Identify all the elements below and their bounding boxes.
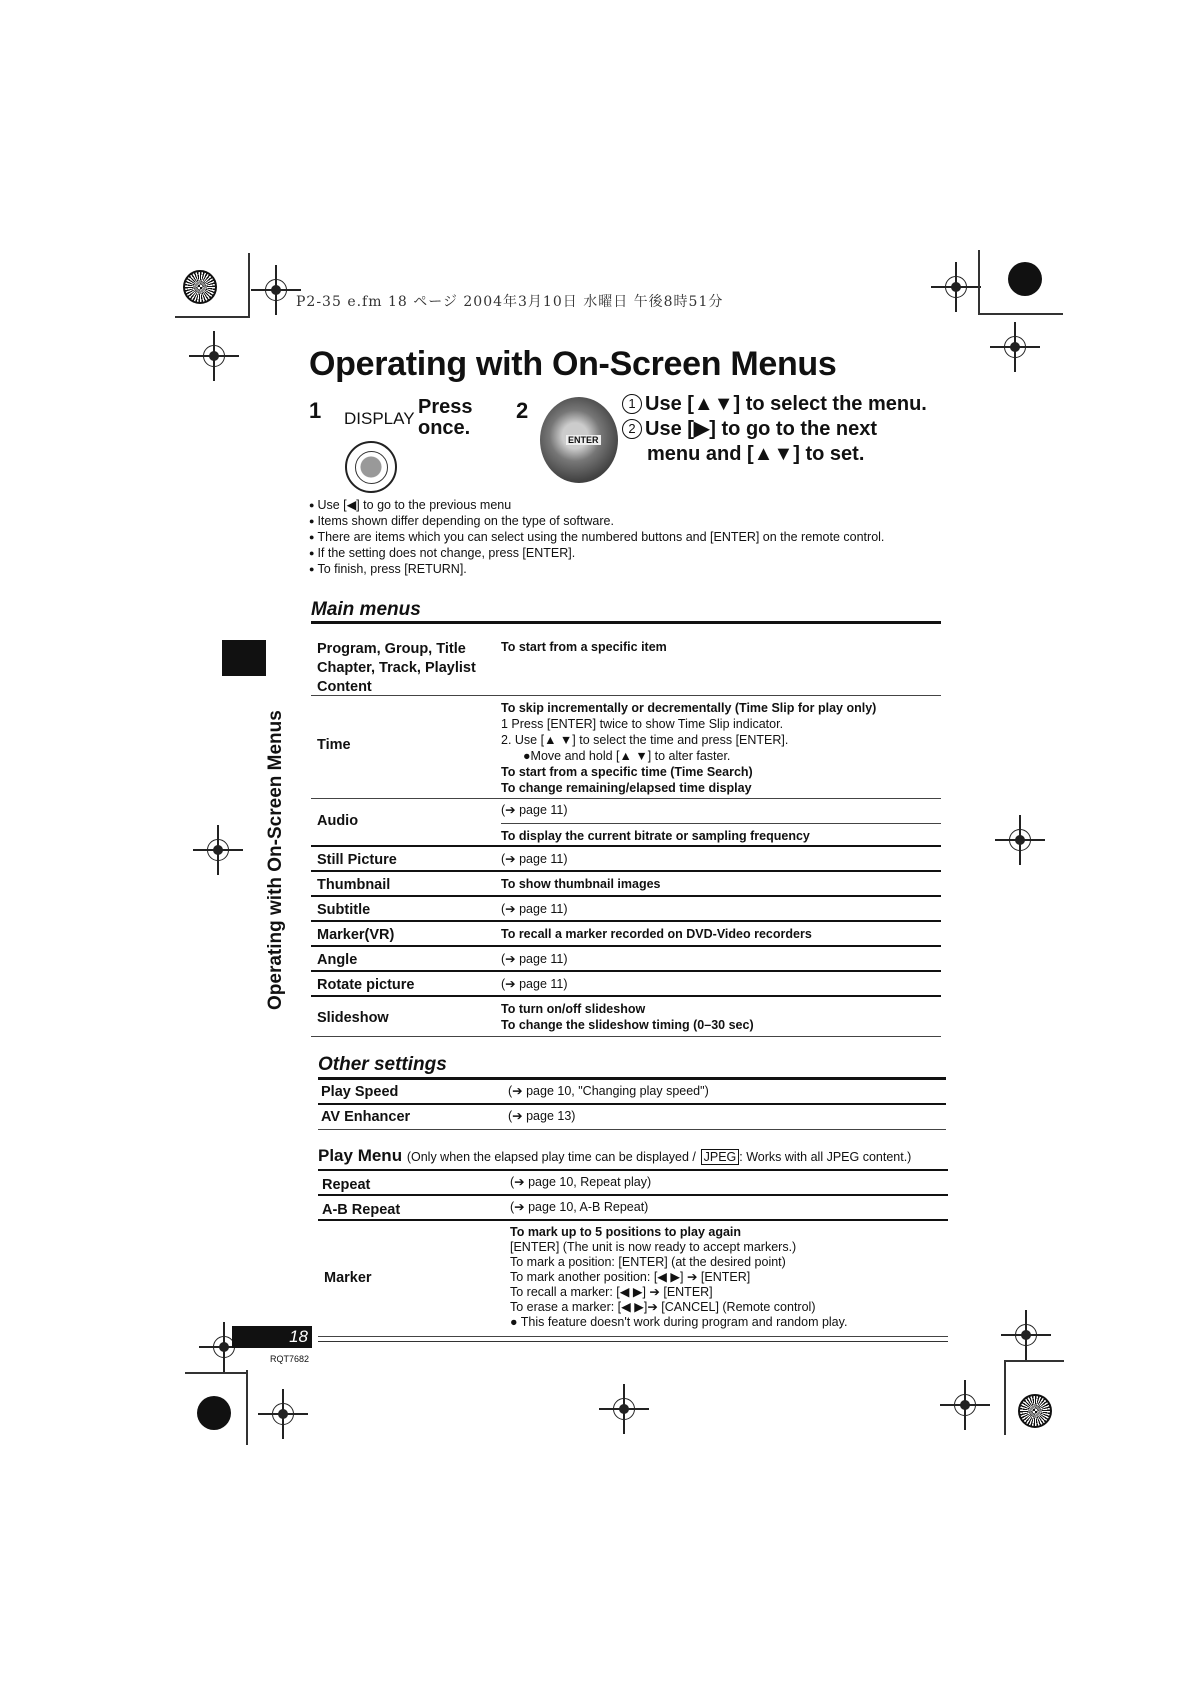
document-code: RQT7682 — [270, 1354, 310, 1364]
description-line: To mark up to 5 positions to play again — [510, 1225, 742, 1239]
table-row — [311, 799, 941, 847]
description-line: To erase a marker: [◀ ▶]➔ [CANCEL] (Remote control) — [510, 1300, 816, 1314]
table-row — [318, 1171, 948, 1196]
menu-description: (➔ page 10, Repeat play) — [510, 1175, 652, 1189]
note-item: ● Items shown differ depending on the type of software. — [309, 513, 884, 529]
crop-line — [978, 313, 1063, 315]
page-title: Operating with On-Screen Menus — [309, 345, 837, 383]
play-menu-note: (Only when the elapsed play time can be displayed / — [406, 1150, 696, 1164]
description-line: 2. Use [▲ ▼] to select the time and press [ENTER]. — [501, 733, 789, 747]
crosshair-icon — [995, 815, 1045, 865]
display-button-icon — [345, 441, 397, 493]
description-line: (➔ page 11) — [501, 802, 941, 824]
menu-description: (➔ page 10, A-B Repeat) — [510, 1200, 649, 1214]
menu-description: (➔ page 11) — [501, 902, 568, 916]
crop-line — [175, 316, 250, 318]
table-row — [318, 1196, 948, 1221]
description-line: To recall a marker: [◀ ▶] ➔ [ENTER] — [510, 1285, 713, 1299]
table-row — [311, 922, 941, 947]
registration-burst-icon — [183, 270, 217, 304]
description-line: To mark a position: [ENTER] (at the desired point) — [510, 1255, 786, 1269]
step-1-text-press: Press — [418, 396, 473, 418]
crop-line — [246, 1370, 248, 1445]
description-line: To mark another position: [◀ ▶] ➔ [ENTER] — [510, 1270, 751, 1284]
notes-list — [309, 497, 884, 577]
note-item: ● To finish, press [RETURN]. — [309, 561, 884, 577]
menu-label: AV Enhancer — [321, 1109, 411, 1125]
circled-number-icon: 1 — [622, 394, 642, 414]
menu-description: (➔ page 11) — [501, 952, 568, 966]
registration-dot-icon — [197, 1396, 231, 1430]
description-line: To start from a specific time (Time Search) — [501, 765, 753, 779]
crop-line — [978, 250, 980, 315]
main-menus-heading: Main menus — [311, 599, 421, 620]
table-row — [311, 972, 941, 997]
table-row — [311, 847, 941, 872]
menu-label: Slideshow — [317, 1010, 389, 1026]
menu-label: Audio — [317, 813, 359, 829]
menu-label: Still Picture — [317, 852, 397, 868]
jpeg-badge: JPEG — [701, 1149, 740, 1165]
step-2-number: 2 — [516, 398, 529, 423]
menu-label: Subtitle — [317, 902, 371, 918]
menu-label: Time — [317, 737, 351, 753]
menu-label-line: Content — [317, 679, 372, 695]
menu-description — [501, 1001, 754, 1033]
menu-label: Marker — [324, 1270, 372, 1286]
menu-label: Thumbnail — [317, 877, 391, 893]
note-item: ● If the setting does not change, press [ENTER]. — [309, 545, 884, 561]
crosshair-icon — [251, 265, 301, 315]
menu-description: To show thumbnail images — [501, 877, 661, 891]
description-line: 1 Press [ENTER] twice to show Time Slip indicator. — [501, 717, 784, 731]
menu-label-line: Program, Group, Title — [317, 641, 466, 657]
crosshair-icon — [1001, 1310, 1051, 1360]
description-line: To change remaining/elapsed time display — [501, 781, 752, 795]
step-1-instruction — [418, 397, 473, 439]
description-line: [ENTER] (The unit is now ready to accept markers.) — [510, 1240, 797, 1254]
table-row — [311, 897, 941, 922]
instruction-next-menu: Use [▶] to go to the next — [645, 418, 878, 440]
crosshair-icon — [931, 262, 981, 312]
menu-label: Rotate picture — [317, 977, 415, 993]
page-number: 18 — [232, 1326, 312, 1348]
table-row — [311, 872, 941, 897]
enter-label: ENTER — [568, 435, 599, 445]
menu-description — [501, 700, 876, 796]
registration-burst-icon — [1018, 1394, 1052, 1428]
table-row — [311, 696, 941, 799]
section-tab-marker — [222, 640, 266, 676]
menu-label: Repeat — [322, 1177, 371, 1193]
step-2-instructions — [622, 392, 927, 467]
menu-label: A-B Repeat — [322, 1202, 401, 1218]
table-row — [318, 1080, 946, 1105]
play-menu-heading — [318, 1146, 911, 1166]
menu-description: (➔ page 11) — [501, 977, 568, 991]
crosshair-icon — [599, 1384, 649, 1434]
description-line: ●Move and hold [▲ ▼] to alter faster. — [523, 749, 731, 763]
description-line: To skip incrementally or decrementally (Time Slip for play only) — [501, 701, 877, 715]
note-item: ● There are items which you can select using the numbered buttons and [ENTER] on the remote control. — [309, 529, 884, 545]
table-row — [311, 997, 941, 1037]
crop-line — [1004, 1360, 1006, 1435]
instruction-set: menu and [▲▼] to set. — [647, 443, 865, 465]
crosshair-icon — [990, 322, 1040, 372]
menu-description: (➔ page 11) — [501, 852, 568, 866]
menu-description — [501, 639, 667, 655]
menu-description — [510, 1225, 847, 1330]
menu-label: Angle — [317, 952, 358, 968]
table-row — [311, 636, 941, 696]
step-1-number: 1 — [309, 398, 322, 423]
crosshair-icon — [193, 825, 243, 875]
menu-description: (➔ page 13) — [508, 1109, 576, 1123]
registration-dot-icon — [1008, 262, 1042, 296]
description-line: ● This feature doesn't work during program and random play. — [510, 1315, 848, 1329]
print-header-meta: P2-35 e.fm 18 ページ 2004年3月10日 水曜日 午後8時51分 — [296, 294, 724, 310]
description-line: To display the current bitrate or sampling frequency — [501, 829, 810, 843]
crosshair-icon — [258, 1389, 308, 1439]
menu-description: (➔ page 10, "Changing play speed") — [508, 1084, 709, 1098]
description-line: To change the slideshow timing (0–30 sec) — [501, 1018, 754, 1032]
enter-joystick-icon — [540, 397, 618, 483]
table-row — [318, 1221, 948, 1337]
circled-number-icon: 2 — [622, 419, 642, 439]
main-menus-rule — [311, 621, 941, 624]
instruction-select-menu: Use [▲▼] to select the menu. — [645, 393, 927, 415]
display-button-label: DISPLAY — [344, 409, 415, 428]
table-row — [318, 1105, 946, 1130]
table-row — [311, 947, 941, 972]
play-menu-note-b: : Works with all JPEG content.) — [739, 1150, 912, 1164]
menu-description — [501, 802, 941, 844]
crop-line — [248, 253, 250, 318]
menu-label-line: Chapter, Track, Playlist — [317, 660, 476, 676]
description-line: To start from a specific item — [501, 640, 667, 654]
step-1-text-once: once. — [418, 417, 471, 439]
menu-label — [317, 640, 476, 697]
other-settings-heading: Other settings — [318, 1054, 447, 1075]
crop-line — [1004, 1360, 1064, 1362]
crop-line — [185, 1372, 247, 1374]
menu-label: Play Speed — [321, 1084, 399, 1100]
crosshair-icon — [189, 331, 239, 381]
side-section-label: Operating with On-Screen Menus — [265, 710, 286, 1010]
footer-rule — [318, 1341, 948, 1342]
crosshair-icon — [940, 1380, 990, 1430]
play-menu-title: Play Menu — [318, 1146, 403, 1165]
menu-description: To recall a marker recorded on DVD-Video recorders — [501, 927, 812, 941]
menu-label: Marker(VR) — [317, 927, 395, 943]
note-item: ● Use [◀] to go to the previous menu — [309, 497, 884, 513]
description-line: To turn on/off slideshow — [501, 1002, 646, 1016]
